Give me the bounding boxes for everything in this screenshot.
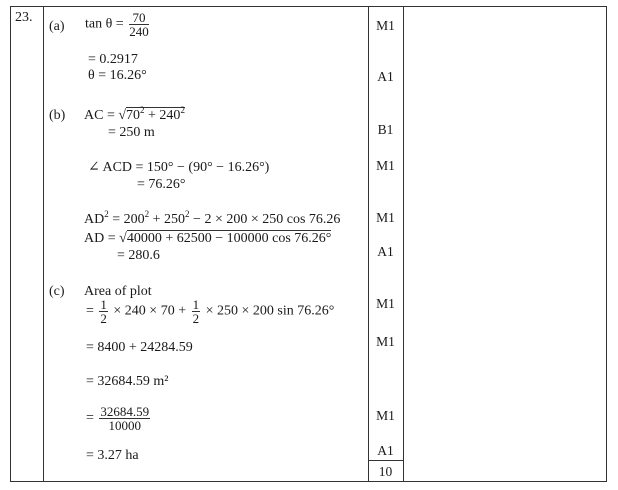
total-divider <box>368 460 403 461</box>
ad-squared-line: $AD^2 = 200^2 + 250^2 - 2 \times 200 \times 250$ cos 76.26 <box>84 209 341 227</box>
ad-line <box>84 231 331 247</box>
tan-numerator: 70 <box>129 11 149 25</box>
ac-radicand: $70^2 + 240^2$ <box>126 105 185 123</box>
area-formula: = $\frac{1}{2}$ × 240 × 70 + $\frac{1}{2}$ × 250 × 200 sin 76.26° <box>86 297 335 326</box>
mark-a-m1: M1 <box>376 18 395 33</box>
sqrt-sign: √ <box>118 108 127 123</box>
tan-denominator: 240 <box>129 24 149 39</box>
part-a-value: = 0.2917 <box>88 52 138 67</box>
question-number: 23. <box>15 10 33 25</box>
part-b-label: (b) <box>49 108 66 123</box>
half-fraction-1: $\frac{1}{2}$ <box>100 297 107 326</box>
mark-b-m1-2: M1 <box>376 210 395 225</box>
mark-c-m1-3: M1 <box>376 408 395 423</box>
final-result: = 3.27 ha <box>86 448 139 463</box>
part-a-label: (a) <box>49 19 65 34</box>
ad-radicand: 40000 + 62500 − 100000 cos 76.26° <box>126 231 332 246</box>
mark-a-a1: A1 <box>377 69 394 84</box>
sqrt-sign: √ <box>119 231 127 246</box>
ac-result: = 250 m <box>108 125 155 140</box>
mark-b-a1: A1 <box>377 244 394 259</box>
area-title: Area of plot <box>84 284 152 299</box>
hectare-conversion: = $\frac{32684.59}{10000}$ <box>86 404 150 433</box>
total-marks: 10 <box>378 464 393 479</box>
conversion-fraction: $\frac{32684.59}{10000}$ <box>100 404 150 433</box>
half-fraction-2: $\frac{1}{2}$ <box>192 297 200 326</box>
column-divider-marks-right <box>403 6 404 482</box>
part-a-tan-line <box>85 11 151 38</box>
mark-b-b1: B1 <box>377 122 394 137</box>
ad-result: = 280.6 <box>117 248 160 263</box>
tan-fraction <box>129 11 149 38</box>
area-sum: = 8400 + 24284.59 <box>86 340 193 355</box>
mark-c-m1-2: M1 <box>376 334 395 349</box>
area-total: = 32684.59 m² <box>86 374 169 389</box>
angle-acd-line: ∠ ACD = 150° − (90° − 16.26°) <box>88 160 270 175</box>
ac-line <box>84 105 185 124</box>
column-divider-number <box>43 6 44 482</box>
tan-prefix: tan θ = <box>85 16 124 32</box>
angle-acd-result: = 76.26° <box>137 177 186 192</box>
part-a-angle: θ = 16.26° <box>88 68 147 83</box>
ad-prefix: AD = <box>84 231 116 246</box>
ac-prefix: AC = <box>84 108 115 123</box>
mark-c-m1: M1 <box>376 296 395 311</box>
part-c-label: (c) <box>49 284 65 299</box>
mark-c-a1: A1 <box>377 443 394 458</box>
mark-b-m1: M1 <box>376 158 395 173</box>
